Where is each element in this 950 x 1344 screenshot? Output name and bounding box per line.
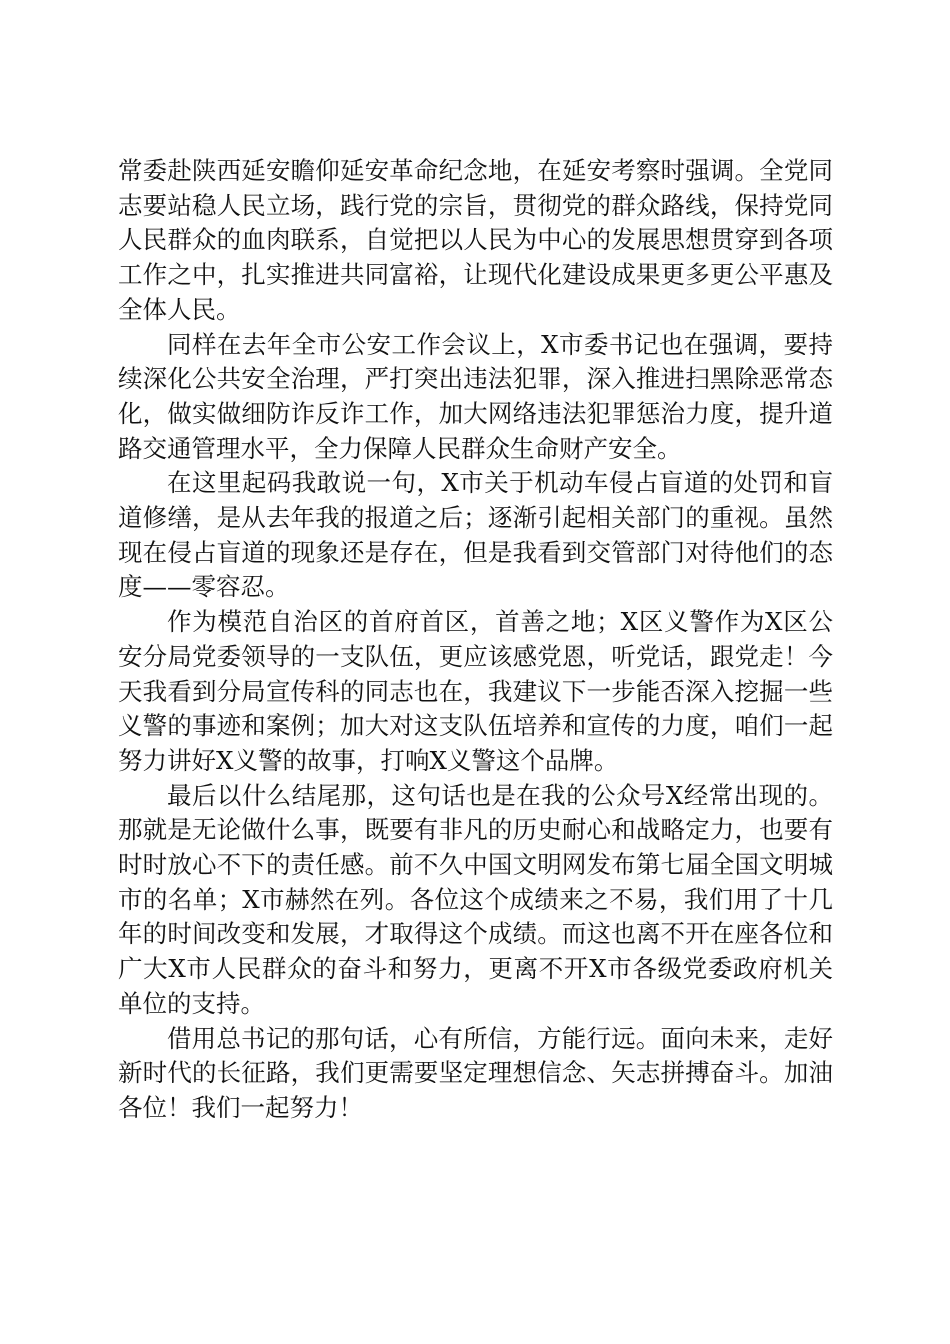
document-body [118,154,833,1126]
paragraph-6: 借用总书记的那句话，心有所信，方能行远。面向未来，走好新时代的长征路，我们更需要坚定理想信念、矢志拼搏奋斗。加油各位！我们一起努力！ [118,1023,833,1122]
paragraph-5: 最后以什么结尾那，这句话也是在我的公众号X经常出现的。那就是无论做什么事，既要有非凡的历史耐心和战略定力，也要有时时放心不下的责任感。前不久中国文明网发布第七届全国文明城市的名单；X市赫然在列。各位这个成绩来之不易，我们用了十几年的时间改变和发展，才取得这个成绩。而这也离不开在座各位和广大X市人民群众的奋斗和努力，更离不开X市各级党委政府机关单位的支持。 [118,780,833,1018]
paragraph-3: 在这里起码我敢说一句，X市关于机动车侵占盲道的处罚和盲道修缮，是从去年我的报道之后；逐渐引起相关部门的重视。虽然现在侵占盲道的现象还是存在，但是我看到交管部门对待他们的态度——零容忍。 [118,468,833,602]
paragraph-4: 作为模范自治区的首府首区，首善之地；X区义警作为X区公安分局党委领导的一支队伍，更应该感党恩，听党话，跟党走！今天我看到分局宣传科的同志也在，我建议下一步能否深入挖掘一些义警的事迹和案例；加大对这支队伍培养和宣传的力度，咱们一起努力讲好X义警的故事，打响X义警这个品牌。 [118,607,833,775]
paragraph-1: 常委赴陕西延安瞻仰延安革命纪念地，在延安考察时强调。全党同志要站稳人民立场，践行党的宗旨，贯彻党的群众路线，保持党同人民群众的血肉联系，自觉把以人民为中心的发展思想贯穿到各项工作之中，扎实推进共同富裕，让现代化建设成果更多更公平惠及全体人民。 [118,156,833,324]
paragraph-2: 同样在去年全市公安工作会议上，X市委书记也在强调，要持续深化公共安全治理，严打突出违法犯罪，深入推进扫黑除恶常态化，做实做细防诈反诈工作，加大网络违法犯罪惩治力度，提升道路交通管理水平，全力保障人民群众生命财产安全。 [118,329,833,463]
